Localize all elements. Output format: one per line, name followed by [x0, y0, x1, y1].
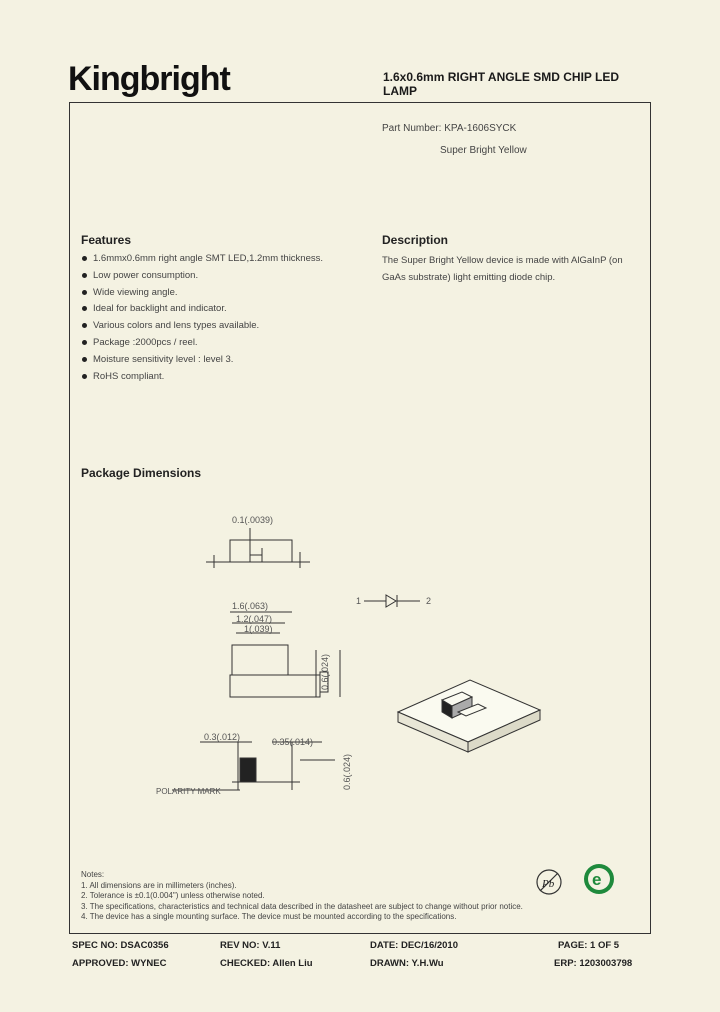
dim-width-label: 1.6(.063): [232, 601, 269, 611]
note-line: 2. Tolerance is ±0.1(0.004") unless otherwise noted.: [81, 891, 265, 900]
dim-inner2-label: 1(.039): [244, 624, 273, 634]
spec-no: SPEC NO: DSAC0356: [72, 940, 169, 951]
kingbright-logo: Kingbright: [68, 60, 230, 98]
dim-right-label: 0.35(.014): [272, 737, 314, 747]
title-line-1: 1.6x0.6mm RIGHT ANGLE SMD CHIP LED: [383, 70, 620, 84]
package-dimensions-heading: Package Dimensions: [81, 466, 202, 480]
drawn-by: DRAWN: Y.H.Wu: [370, 958, 444, 969]
dim-height-label: 0.6(.024): [320, 653, 330, 690]
approved-by: APPROVED: WYNEC: [72, 958, 167, 969]
feature-item: Wide viewing angle.: [81, 287, 361, 304]
description-text: The Super Bright Yellow device is made with AlGaInP (on GaAs substrate) light emitting diode chip.: [382, 255, 623, 283]
dim-left-label: 0.3(.012): [204, 732, 241, 742]
eco-text: e: [592, 870, 602, 889]
checked-by: CHECKED: Allen Liu: [220, 958, 313, 969]
note-line: 4. The device has a single mounting surface. The device must be mounted according to the specifications.: [81, 912, 457, 921]
dim-side-label: 0.6(.024): [342, 753, 352, 790]
feature-item: Ideal for backlight and indicator.: [81, 303, 361, 320]
side-view-drawing: [172, 742, 335, 790]
rev-no: REV NO: V.11: [220, 940, 281, 951]
feature-item: 1.6mmx0.6mm right angle SMT LED,1.2mm thickness.: [81, 253, 361, 270]
symbol-pin-1: 1: [356, 596, 362, 606]
note-line: 3. The specifications, characteristics and technical data described in the datasheet are subject to change without prior notice.: [81, 901, 523, 911]
pb-free-icon: [535, 868, 563, 896]
description-heading: Description: [382, 233, 449, 247]
feature-item: RoHS compliant.: [81, 371, 361, 388]
symbol-pin-2: 2: [426, 596, 432, 606]
polarity-mark-label: POLARITY MARK: [156, 787, 221, 796]
feature-item: Package :2000pcs / reel.: [81, 337, 361, 354]
part-color: Super Bright Yellow: [440, 145, 527, 156]
eco-rohs-icon: [582, 862, 616, 896]
feature-item: Moisture sensitivity level : level 3.: [81, 354, 361, 371]
dim-top-label: 0.1(.0039): [232, 515, 274, 525]
isometric-drawing: [398, 680, 540, 752]
notes-title: Notes:: [81, 870, 105, 879]
date: DATE: DEC/16/2010: [370, 940, 458, 951]
dim-inner1-label: 1.2(.047): [236, 614, 273, 624]
pb-text: Pb: [542, 878, 555, 890]
page-number: PAGE: 1 OF 5: [558, 940, 620, 951]
top-view-drawing: [206, 528, 310, 568]
features-heading: Features: [81, 233, 132, 247]
feature-item: Low power consumption.: [81, 270, 361, 287]
title-line-2: LAMP: [383, 84, 417, 98]
note-line: 1. All dimensions are in millimeters (inches).: [81, 880, 237, 890]
diode-symbol: [356, 595, 431, 607]
erp-number: ERP: 1203003798: [554, 958, 633, 969]
part-number: Part Number: KPA-1606SYCK: [382, 123, 517, 134]
feature-item: Various colors and lens types available.: [81, 320, 361, 337]
